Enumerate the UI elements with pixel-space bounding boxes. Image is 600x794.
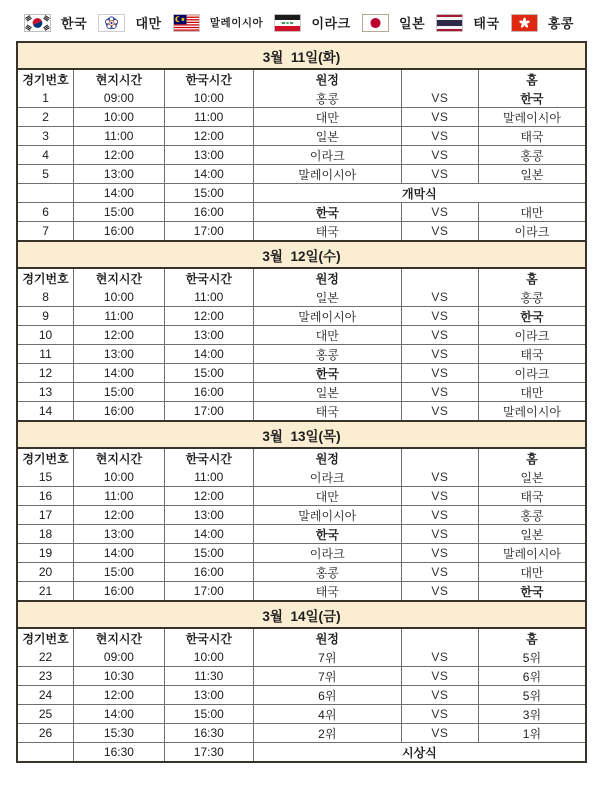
home-team-cell: 이라크 [514,224,550,239]
hongkong-flag-icon [511,14,538,32]
match-row [18,402,585,421]
match-number-cell: 10 [18,326,74,345]
column-header: 원정 [253,269,401,288]
match-row [18,364,585,383]
local-time-cell: 12:00 [74,146,165,165]
kst-time-cell: 16:00 [164,383,253,402]
column-header: 홈 [526,73,538,87]
iraq-flag-icon [274,14,301,32]
home-team-cell: 태국 [478,487,585,506]
thailand-flag-icon [436,14,463,32]
local-time-cell: 09:00 [74,89,165,108]
schedule-sections [0,41,600,763]
legend-item-japan [362,13,425,32]
match-number-cell: 1 [18,89,74,108]
away-team-cell: 대만 [253,326,401,345]
home-team-cell: 홍콩 [478,506,585,525]
match-row [18,468,585,487]
away-team-cell: 홍콩 [253,563,401,582]
away-team-cell: 한국 [253,364,401,383]
away-team-cell: 한국 [253,525,401,544]
column-header: 원정 [253,629,401,648]
kst-time-cell: 11:30 [164,667,253,686]
local-time-cell: 11:00 [74,487,165,506]
kst-time-cell: 13:00 [164,146,253,165]
match-number-cell: 6 [18,203,74,222]
home-team-cell: 1위 [478,724,585,743]
local-time-cell: 13:00 [74,345,165,364]
match-row [18,89,585,108]
column-header: 현지시간 [74,269,165,288]
kst-time-cell: 11:00 [164,288,253,307]
home-team-cell: 일본 [478,165,585,184]
kst-time-cell: 10:00 [164,648,253,667]
match-number-cell: 5 [18,165,74,184]
day-section-1 [16,41,587,242]
column-header: 원정 [253,70,401,89]
home-team-cell: 한국 [478,89,585,108]
legend-item-malaysia [173,14,263,32]
kst-time-cell: 11:00 [164,468,253,487]
match-number-cell: 17 [18,506,74,525]
column-header: 한국시간 [164,449,253,468]
legend-label-japan: 일본 [398,16,426,31]
away-team-cell: 2위 [253,724,401,743]
away-team-cell: 말레이시아 [253,165,401,184]
local-time-cell: 14:00 [74,184,165,203]
vs-label: VS [401,326,478,345]
match-number-cell [18,743,74,762]
column-header: 현지시간 [74,70,165,89]
header-row [18,629,585,648]
home-team-cell: 일본 [478,525,585,544]
kst-time-cell: 15:00 [164,544,253,563]
section-title: 3월 12일(수) [18,242,585,269]
away-team-cell: 이라크 [253,544,401,563]
column-header: 경기번호 [18,449,74,468]
match-number-cell: 24 [18,686,74,705]
vs-label: VS [401,667,478,686]
away-team-cell: 대만 [253,487,401,506]
kst-time-cell: 10:00 [164,89,253,108]
vs-label: VS [401,525,478,544]
match-row [18,563,585,582]
vs-label: VS [401,544,478,563]
local-time-cell: 14:00 [74,705,165,724]
team-legend [0,0,600,41]
vs-label: VS [401,487,478,506]
home-team-cell: 이라크 [478,364,585,383]
kst-time-cell: 16:30 [164,724,253,743]
match-number-cell: 3 [18,127,74,146]
column-header: 현지시간 [74,629,165,648]
vs-label: VS [401,724,478,743]
vs-label: VS [401,203,478,222]
home-team-cell: 말레이시아 [502,404,561,419]
match-number-cell: 20 [18,563,74,582]
away-team-cell: 말레이시아 [253,307,401,326]
match-row [18,487,585,506]
home-team-cell: 한국 [478,307,585,326]
kst-time-cell: 12:00 [164,127,253,146]
home-team-cell: 이라크 [478,326,585,345]
kst-time-cell: 14:00 [164,345,253,364]
match-number-cell: 14 [18,402,74,421]
schedule-table [18,629,585,761]
local-time-cell: 10:00 [74,288,165,307]
column-header: 한국시간 [164,629,253,648]
away-team-cell: 말레이시아 [253,506,401,525]
match-row [18,648,585,667]
kst-time-cell: 17:00 [164,582,253,601]
vs-label: VS [401,345,478,364]
match-number-cell: 25 [18,705,74,724]
column-header: 홈 [526,632,538,646]
header-row [18,70,585,89]
home-team-cell: 말레이시아 [478,108,585,127]
vs-label: VS [401,89,478,108]
local-time-cell: 15:00 [74,563,165,582]
match-number-cell: 21 [18,582,74,601]
local-time-cell: 14:00 [74,544,165,563]
away-team-cell: 6위 [253,686,401,705]
match-row [18,288,585,307]
column-header: 홈 [526,272,538,286]
local-time-cell: 13:00 [74,525,165,544]
kst-time-cell: 14:00 [164,165,253,184]
schedule-table [18,70,585,240]
legend-label-taiwan: 대만 [135,16,162,31]
away-team-cell: 태국 [253,582,401,601]
kst-time-cell: 16:00 [164,203,253,222]
malaysia-flag-icon [173,14,200,32]
japan-flag-icon [362,14,389,32]
column-header: 경기번호 [18,629,74,648]
legend-item-thailand [436,13,499,32]
kst-time-cell: 14:00 [164,525,253,544]
home-team-cell: 대만 [478,563,585,582]
event-row [18,743,585,762]
local-time-cell: 10:00 [74,108,165,127]
away-team-cell: 한국 [253,203,401,222]
kst-time-cell: 17:00 [164,222,253,241]
schedule-table [18,449,585,600]
away-team-cell: 일본 [253,383,401,402]
match-row [18,307,585,326]
local-time-cell: 15:00 [74,383,165,402]
legend-item-taiwan [98,13,161,32]
section-title: 3월 13일(목) [18,422,585,449]
away-team-cell: 일본 [253,288,401,307]
match-number-cell: 23 [18,667,74,686]
away-team-cell: 대만 [253,108,401,127]
header-row [18,269,585,288]
away-team-cell: 7위 [253,648,401,667]
korea-flag-icon [24,14,51,32]
kst-time-cell: 17:30 [164,743,253,762]
local-time-cell: 12:00 [74,506,165,525]
legend-item-hongkong [511,13,574,32]
away-team-cell: 7위 [253,667,401,686]
column-header: 홈 [526,452,538,466]
match-row [18,203,585,222]
vs-label: VS [401,468,478,487]
vs-label: VS [401,563,478,582]
vs-label: VS [401,127,478,146]
match-row [18,326,585,345]
local-time-cell: 12:00 [74,686,165,705]
taiwan-flag-icon [98,14,125,32]
home-team-cell: 홍콩 [478,288,585,307]
away-team-cell: 일본 [253,127,401,146]
event-cell: 시상식 [402,745,437,760]
local-time-cell: 09:00 [74,648,165,667]
match-row [18,724,585,743]
vs-label: VS [401,364,478,383]
vs-label: VS [401,222,478,241]
away-team-cell: 4위 [253,705,401,724]
home-team-cell: 3위 [478,705,585,724]
match-row [18,667,585,686]
match-row [18,544,585,563]
match-row [18,108,585,127]
away-team-cell: 홍콩 [253,89,401,108]
legend-label-thailand: 태국 [473,16,500,31]
home-team-cell: 태국 [478,345,585,364]
section-title: 3월 11일(화) [18,43,585,70]
away-team-cell: 이라크 [253,468,401,487]
kst-time-cell: 13:00 [164,686,253,705]
match-number-cell: 18 [18,525,74,544]
local-time-cell: 10:00 [74,468,165,487]
home-team-cell: 한국 [520,584,544,599]
match-row [18,582,585,601]
kst-time-cell: 12:00 [164,307,253,326]
local-time-cell: 15:30 [74,724,165,743]
vs-label: VS [401,705,478,724]
column-header: 한국시간 [164,269,253,288]
kst-time-cell: 15:00 [164,364,253,383]
home-team-cell: 6위 [478,667,585,686]
vs-label: VS [401,402,478,421]
event-row [18,184,585,203]
home-team-cell: 대만 [478,383,585,402]
match-number-cell: 7 [18,222,74,241]
vs-label: VS [401,288,478,307]
match-number-cell: 15 [18,468,74,487]
vs-label: VS [401,165,478,184]
match-row [18,525,585,544]
day-section-2 [16,240,587,422]
column-header [401,70,478,89]
column-header: 원정 [253,449,401,468]
kst-time-cell: 12:00 [164,487,253,506]
match-number-cell: 9 [18,307,74,326]
match-number-cell: 19 [18,544,74,563]
legend-label-iraq: 이라크 [311,16,351,31]
match-row [18,222,585,241]
away-team-cell: 홍콩 [253,345,401,364]
kst-time-cell: 11:00 [164,108,253,127]
match-number-cell: 26 [18,724,74,743]
vs-label: VS [401,307,478,326]
match-row [18,506,585,525]
legend-label-malaysia: 말레이시아 [209,17,264,29]
legend-label-korea: 한국 [61,16,88,31]
away-team-cell: 이라크 [253,146,401,165]
local-time-cell: 16:00 [74,222,165,241]
match-number-cell: 16 [18,487,74,506]
match-row [18,383,585,402]
kst-time-cell: 15:00 [164,705,253,724]
match-number-cell: 22 [18,648,74,667]
match-row [18,146,585,165]
section-title: 3월 14일(금) [18,602,585,629]
vs-label: VS [401,686,478,705]
home-team-cell: 태국 [478,127,585,146]
vs-label: VS [401,506,478,525]
column-header: 한국시간 [164,70,253,89]
legend-item-korea [24,13,87,32]
event-cell: 개막식 [253,184,585,203]
home-team-cell: 홍콩 [478,146,585,165]
column-header: 경기번호 [18,70,74,89]
local-time-cell: 16:00 [74,582,165,601]
match-number-cell: 11 [18,345,74,364]
match-row [18,705,585,724]
local-time-cell: 12:00 [74,326,165,345]
day-section-4 [16,600,587,763]
local-time-cell: 10:30 [74,667,165,686]
local-time-cell: 13:00 [74,165,165,184]
legend-label-hongkong: 홍콩 [547,16,574,31]
column-header: 현지시간 [74,449,165,468]
match-number-cell: 13 [18,383,74,402]
home-team-cell: 5위 [478,686,585,705]
header-row [18,449,585,468]
vs-label: VS [401,108,478,127]
match-number-cell: 2 [18,108,74,127]
vs-label: VS [401,582,478,601]
local-time-cell: 11:00 [74,307,165,326]
column-header: 경기번호 [18,269,74,288]
kst-time-cell: 15:00 [164,184,253,203]
kst-time-cell: 17:00 [164,402,253,421]
match-number-cell: 4 [18,146,74,165]
home-team-cell: 대만 [478,203,585,222]
column-header [401,449,478,468]
away-team-cell: 태국 [253,222,401,241]
match-row [18,686,585,705]
match-number-cell [18,184,74,203]
local-time-cell: 16:00 [74,402,165,421]
match-number-cell: 8 [18,288,74,307]
vs-label: VS [401,383,478,402]
match-number-cell: 12 [18,364,74,383]
local-time-cell: 11:00 [74,127,165,146]
kst-time-cell: 16:00 [164,563,253,582]
home-team-cell: 말레이시아 [478,544,585,563]
column-header [401,629,478,648]
home-team-cell: 일본 [478,468,585,487]
match-row [18,345,585,364]
away-team-cell: 태국 [253,402,401,421]
match-row [18,165,585,184]
schedule-table [18,269,585,420]
match-row [18,127,585,146]
home-team-cell: 5위 [478,648,585,667]
column-header [401,269,478,288]
local-time-cell: 14:00 [74,364,165,383]
day-section-3 [16,420,587,602]
kst-time-cell: 13:00 [164,506,253,525]
kst-time-cell: 13:00 [164,326,253,345]
local-time-cell: 15:00 [74,203,165,222]
legend-item-iraq [274,13,350,32]
vs-label: VS [401,648,478,667]
vs-label: VS [401,146,478,165]
local-time-cell: 16:30 [74,743,165,762]
